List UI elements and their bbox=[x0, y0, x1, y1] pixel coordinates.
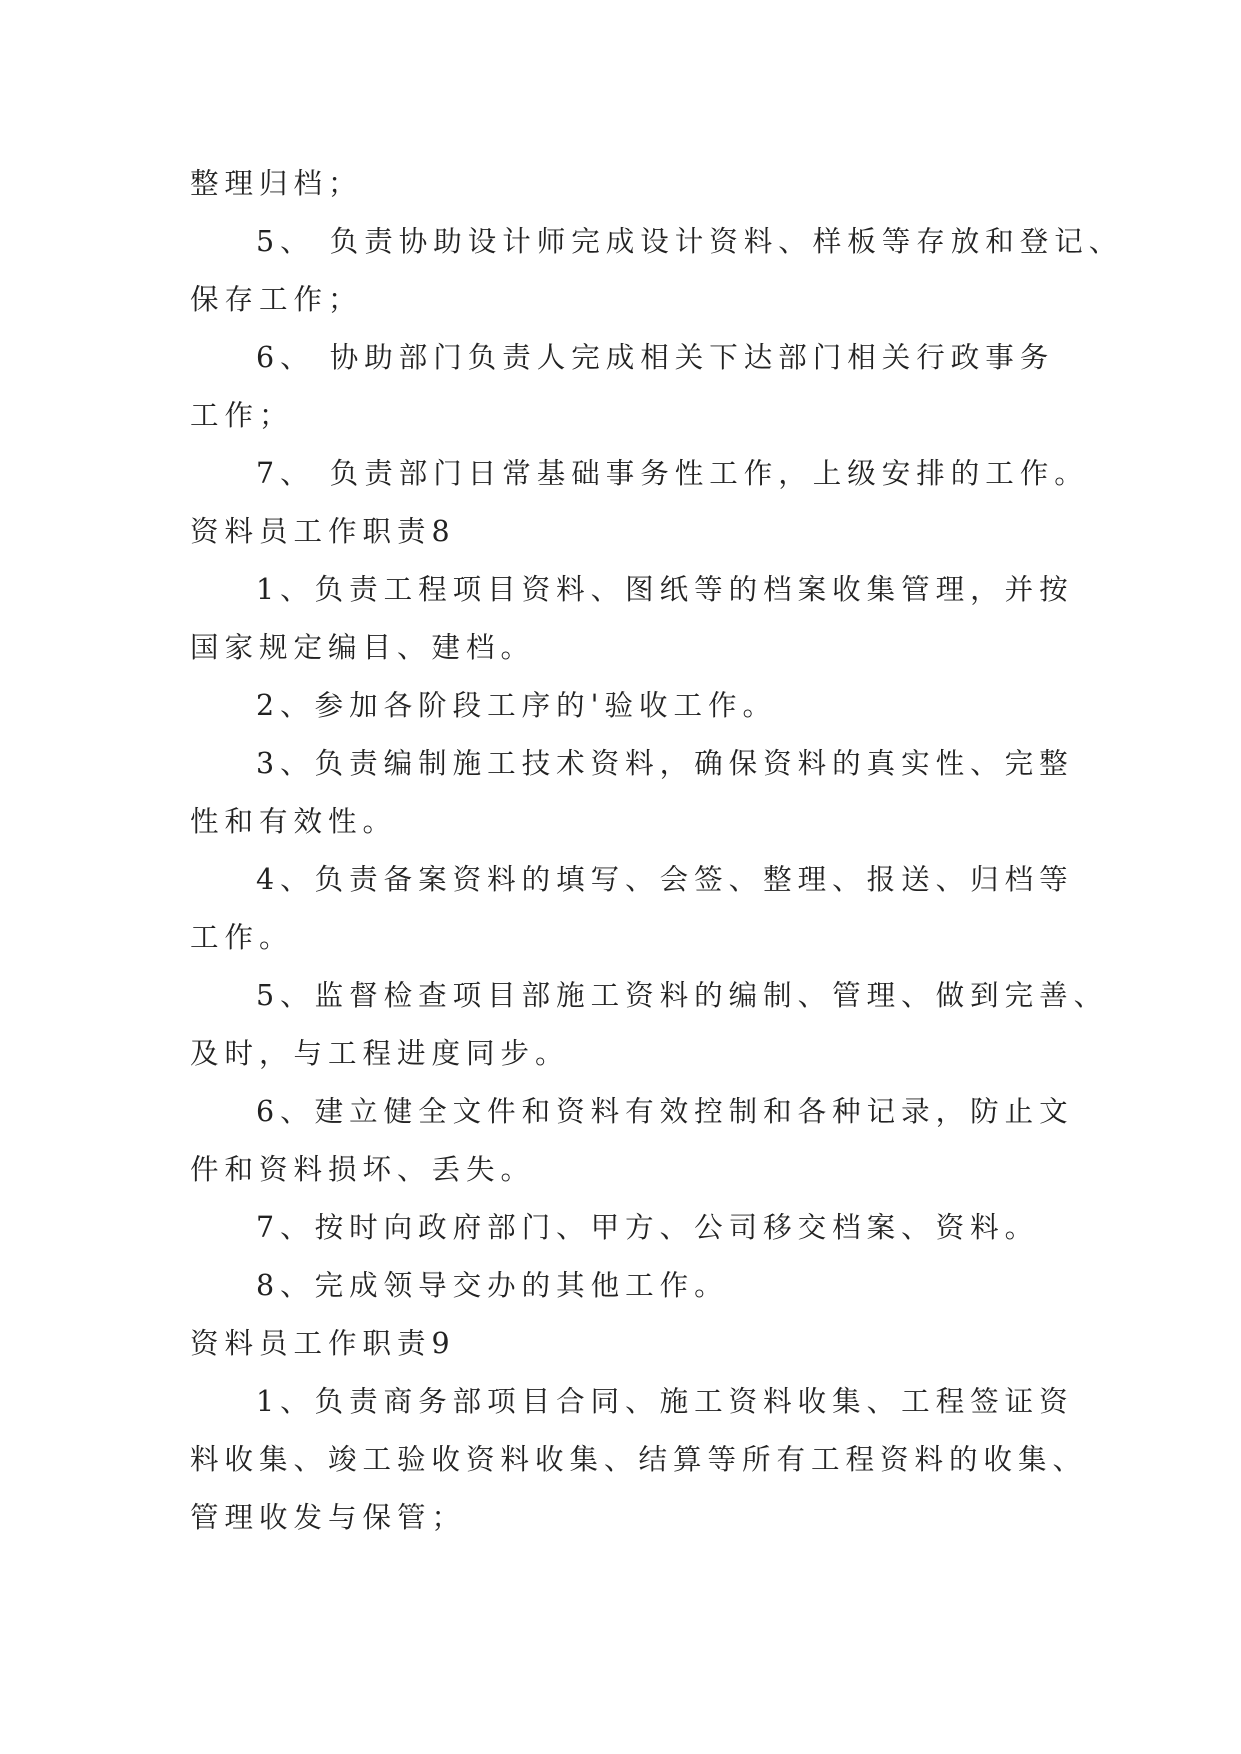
text-line: 性和有效性。 bbox=[190, 805, 398, 838]
document-body bbox=[190, 155, 1124, 1547]
text-line: 及时，与工程进度同步。 bbox=[190, 1037, 570, 1070]
section-heading: 资料员工作职责9 bbox=[190, 1327, 456, 1360]
text-line: 7、按时向政府部门、甲方、公司移交档案、资料。 bbox=[256, 1211, 1040, 1244]
text-line: 8、完成领导交办的其他工作。 bbox=[256, 1269, 729, 1302]
text-line: 4、负责备案资料的填写、会签、整理、报送、归档等 bbox=[256, 863, 1074, 896]
text-line: 3、负责编制施工技术资料，确保资料的真实性、完整 bbox=[256, 747, 1074, 780]
text-line: 5、 负责协助设计师完成设计资料、样板等存放和登记、 bbox=[256, 225, 1124, 258]
text-line: 6、建立健全文件和资料有效控制和各种记录，防止文 bbox=[256, 1095, 1074, 1128]
text-line: 整理归档； bbox=[190, 167, 363, 200]
section-heading: 资料员工作职责8 bbox=[190, 515, 456, 548]
text-line: 料收集、竣工验收资料收集、结算等所有工程资料的收集、 bbox=[190, 1443, 1088, 1476]
text-line: 1、负责工程项目资料、图纸等的档案收集管理，并按 bbox=[256, 573, 1074, 606]
text-line: 国家规定编目、建档。 bbox=[190, 631, 536, 664]
text-line: 5、监督检查项目部施工资料的编制、管理、做到完善、 bbox=[256, 979, 1109, 1012]
text-line: 管理收发与保管； bbox=[190, 1501, 467, 1534]
text-line: 2、参加各阶段工序的'验收工作。 bbox=[256, 689, 777, 722]
text-line: 保存工作； bbox=[190, 283, 363, 316]
text-line: 工作； bbox=[190, 399, 294, 432]
text-line: 7、 负责部门日常基础事务性工作，上级安排的工作。 bbox=[256, 457, 1089, 490]
text-line: 件和资料损坏、丢失。 bbox=[190, 1153, 536, 1186]
text-line: 1、负责商务部项目合同、施工资料收集、工程签证资 bbox=[256, 1385, 1074, 1418]
text-line: 工作。 bbox=[190, 921, 294, 954]
text-line: 6、 协助部门负责人完成相关下达部门相关行政事务 bbox=[256, 341, 1055, 374]
